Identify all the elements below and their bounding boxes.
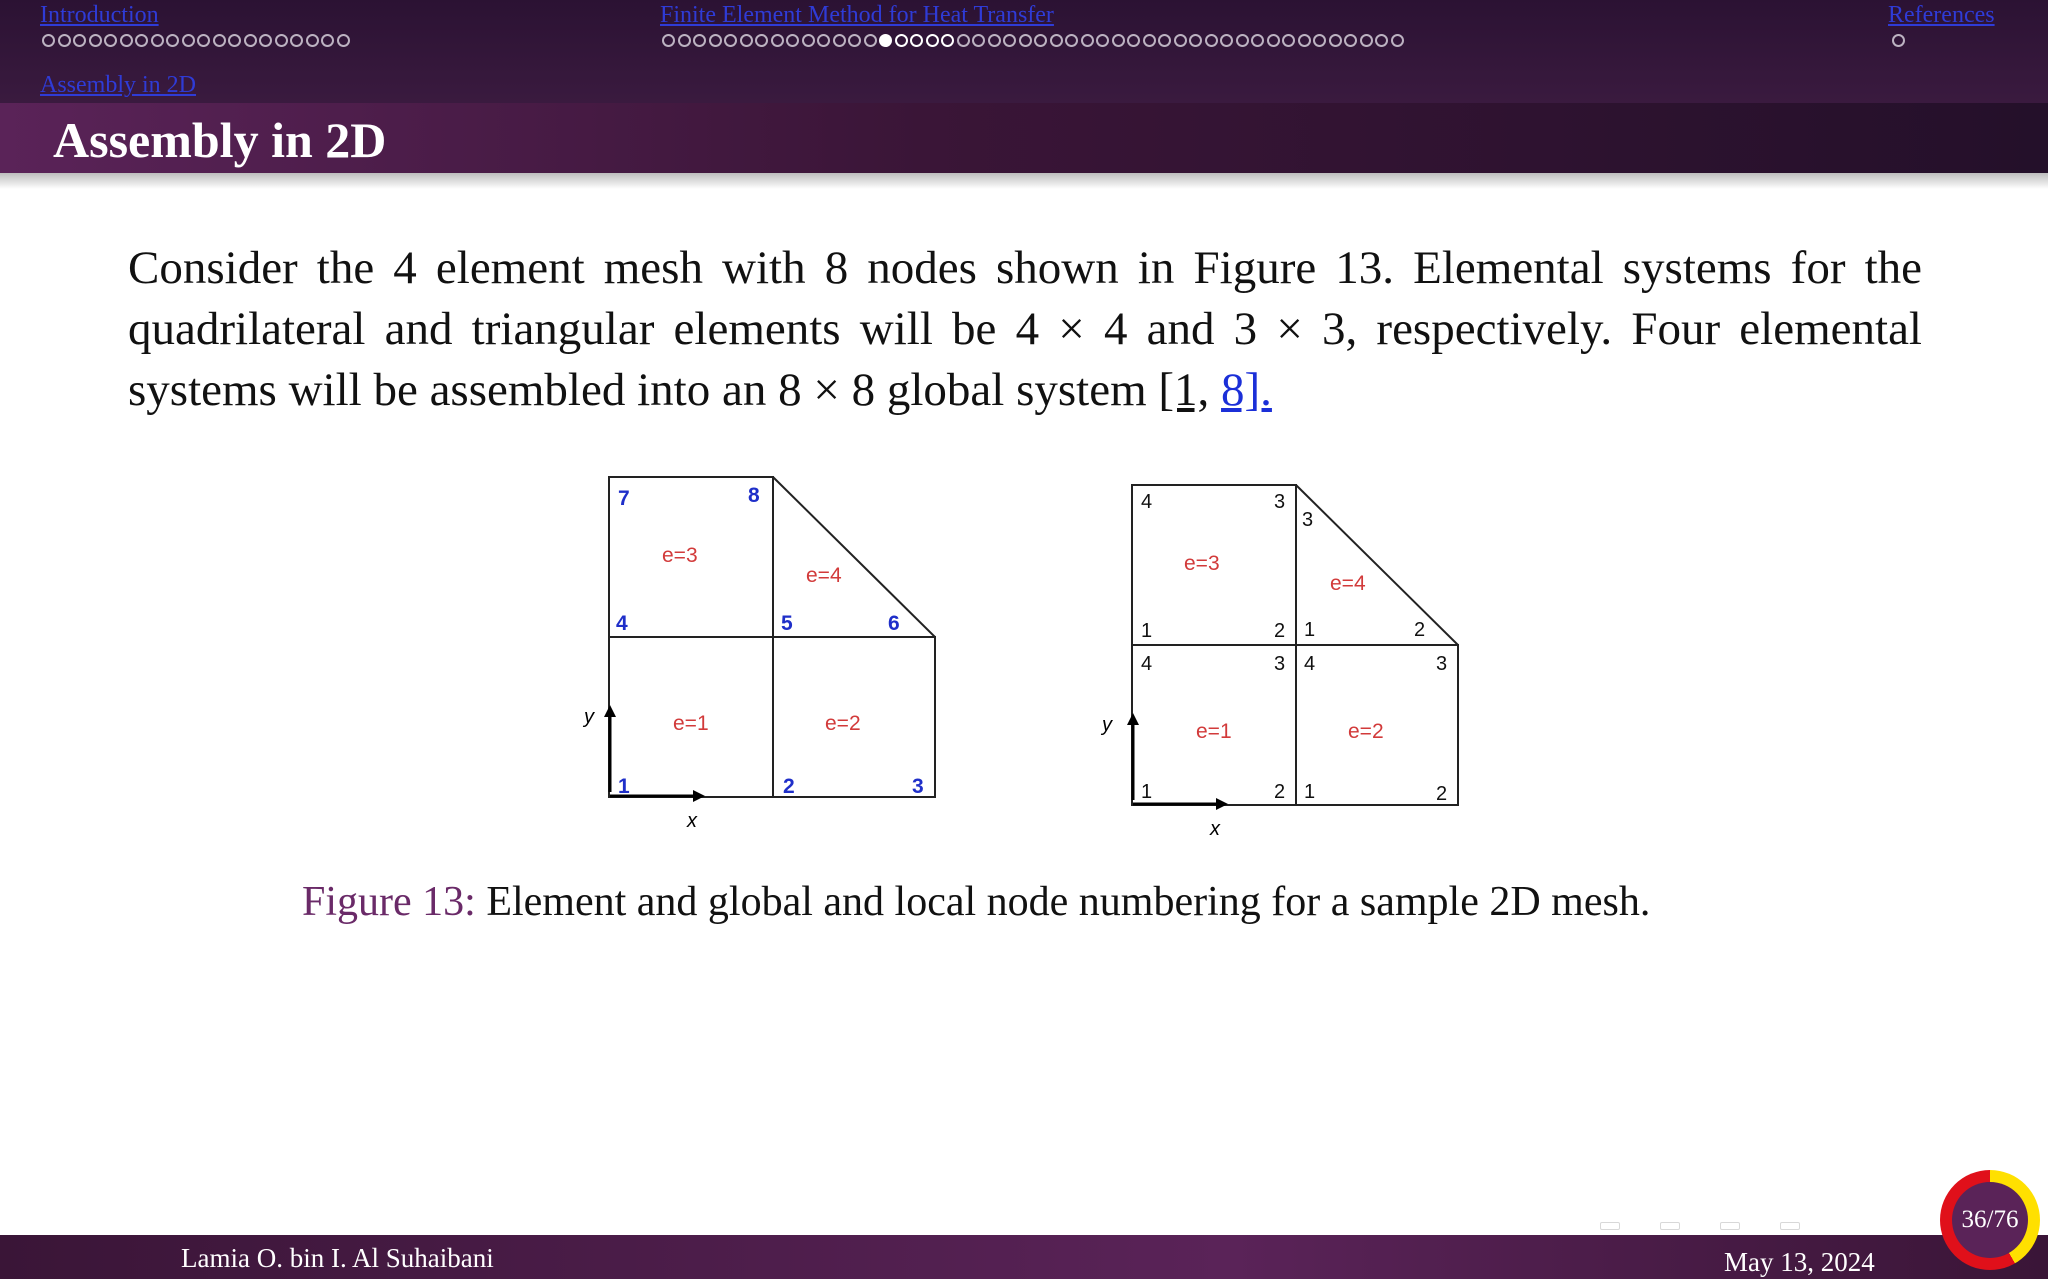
nav-subsection-assembly[interactable]: Assembly in 2D xyxy=(40,72,196,98)
nav-frame-dot[interactable] xyxy=(1158,34,1171,47)
nav-control-document[interactable] xyxy=(1780,1222,1800,1230)
local-node-e4-3: 3 xyxy=(1302,509,1314,531)
nav-frame-dot[interactable] xyxy=(275,34,288,47)
nav-frame-dot[interactable] xyxy=(228,34,241,47)
right-mesh xyxy=(1132,485,1458,805)
local-node-e1-4: 4 xyxy=(1141,653,1153,675)
right-element-label-e4: e=4 xyxy=(1330,572,1366,595)
local-node-e4-1: 1 xyxy=(1304,619,1316,641)
local-node-e2-3: 3 xyxy=(1436,653,1448,675)
nav-frame-dot[interactable] xyxy=(1236,34,1249,47)
left-element-label-e4: e=4 xyxy=(806,564,842,587)
nav-frame-dot[interactable] xyxy=(1174,34,1187,47)
left-element-label-e1: e=1 xyxy=(673,712,709,735)
nav-frame-dot[interactable] xyxy=(709,34,722,47)
nav-frame-dot[interactable] xyxy=(1391,34,1404,47)
right-axis-y-label: y xyxy=(1102,714,1112,736)
nav-frame-dot[interactable] xyxy=(1096,34,1109,47)
nav-frame-dot[interactable] xyxy=(786,34,799,47)
right-local-nodes xyxy=(1141,491,1447,805)
nav-frame-dot[interactable] xyxy=(1313,34,1326,47)
beamer-navigation-controls[interactable] xyxy=(1600,1222,1900,1236)
nav-frame-dot[interactable] xyxy=(1892,34,1905,47)
nav-frame-dot[interactable] xyxy=(1375,34,1388,47)
nav-control-subsection[interactable] xyxy=(1660,1222,1680,1230)
nav-frame-dot[interactable] xyxy=(1329,34,1342,47)
top-navigation xyxy=(0,0,2048,103)
nav-frame-dot[interactable] xyxy=(755,34,768,47)
citation-space xyxy=(1209,364,1221,416)
local-node-e3-3: 3 xyxy=(1274,491,1286,513)
local-node-e1-1: 1 xyxy=(1141,781,1153,803)
local-node-e3-4: 4 xyxy=(1141,491,1153,513)
nav-frame-dot[interactable] xyxy=(926,34,939,47)
nav-frame-dot[interactable] xyxy=(1050,34,1063,47)
slide-paragraph xyxy=(128,238,1922,421)
left-axis-y-label: y xyxy=(584,706,594,728)
nav-frame-dot[interactable] xyxy=(244,34,257,47)
nav-frame-dot[interactable] xyxy=(771,34,784,47)
nav-frame-dot[interactable] xyxy=(259,34,272,47)
nav-frame-dot[interactable] xyxy=(895,34,908,47)
local-node-e2-4: 4 xyxy=(1304,653,1316,675)
nav-frame-dot[interactable] xyxy=(58,34,71,47)
nav-frame-dot[interactable] xyxy=(1065,34,1078,47)
local-node-e1-3: 3 xyxy=(1274,653,1286,675)
nav-frame-dot[interactable] xyxy=(1205,34,1218,47)
nav-frame-dot[interactable] xyxy=(957,34,970,47)
global-node-3: 3 xyxy=(912,775,924,798)
right-element-label-e3: e=3 xyxy=(1184,552,1220,575)
nav-frame-dot[interactable] xyxy=(182,34,195,47)
citation-link-8[interactable]: 8]. xyxy=(1221,364,1272,416)
global-node-4: 4 xyxy=(616,612,628,635)
left-element-label-e2: e=2 xyxy=(825,712,861,735)
local-node-e1-2: 2 xyxy=(1274,781,1286,803)
nav-frame-dot[interactable] xyxy=(1267,34,1280,47)
paragraph-text: Consider the 4 element mesh with 8 nodes shown in Figure 13. Elemental systems for the quadrilateral and triangular elements will be 4 × 4 and 3 × 3, respectively. Four elemental systems will be assembled into an 8 × 8 global system xyxy=(128,242,1922,416)
nav-frame-dot[interactable] xyxy=(879,34,892,47)
nav-frame-dot[interactable] xyxy=(290,34,303,47)
slide-title: Assembly in 2D xyxy=(53,112,387,168)
nav-frame-dot[interactable] xyxy=(817,34,830,47)
nav-frame-dot[interactable] xyxy=(802,34,815,47)
title-bar xyxy=(0,103,2048,173)
nav-frame-dot[interactable] xyxy=(104,34,117,47)
nav-frame-dot[interactable] xyxy=(724,34,737,47)
nav-frame-dot[interactable] xyxy=(321,34,334,47)
figure-13 xyxy=(580,470,1480,855)
nav-frame-dot[interactable] xyxy=(1003,34,1016,47)
citation-link-1[interactable]: [1, xyxy=(1158,364,1210,416)
nav-frame-dot[interactable] xyxy=(89,34,102,47)
footer-bar xyxy=(0,1235,2048,1279)
nav-frame-dot[interactable] xyxy=(1344,34,1357,47)
right-axis-x-label: x xyxy=(1210,818,1220,840)
nav-frame-dot[interactable] xyxy=(1034,34,1047,47)
nav-frame-dot[interactable] xyxy=(1360,34,1373,47)
page-number: 36/76 xyxy=(1961,1206,2019,1233)
left-element-labels xyxy=(662,544,861,735)
nav-section-references[interactable]: References xyxy=(1888,2,1995,28)
nav-frame-dot[interactable] xyxy=(678,34,691,47)
nav-frame-dot[interactable] xyxy=(213,34,226,47)
nav-frame-dot[interactable] xyxy=(197,34,210,47)
nav-control-frame[interactable] xyxy=(1600,1222,1620,1230)
left-axis-x-label: x xyxy=(687,810,697,832)
nav-frame-dot[interactable] xyxy=(1298,34,1311,47)
nav-frame-dot[interactable] xyxy=(1143,34,1156,47)
nav-dots-fem-heat-transfer xyxy=(662,34,1406,50)
mesh-diagram xyxy=(580,470,1480,850)
right-element-label-e2: e=2 xyxy=(1348,720,1384,743)
global-node-5: 5 xyxy=(781,612,793,635)
nav-frame-dot[interactable] xyxy=(166,34,179,47)
page-number-badge-inner xyxy=(1952,1182,2028,1258)
nav-frame-dot[interactable] xyxy=(306,34,319,47)
nav-section-fem-heat-transfer[interactable]: Finite Element Method for Heat Transfer xyxy=(660,2,1054,28)
nav-section-introduction[interactable]: Introduction xyxy=(40,2,159,28)
nav-frame-dot[interactable] xyxy=(988,34,1001,47)
nav-frame-dot[interactable] xyxy=(151,34,164,47)
global-node-7: 7 xyxy=(618,487,630,510)
footer-author: Lamia O. bin I. Al Suhaibani xyxy=(181,1243,494,1273)
global-node-8: 8 xyxy=(748,484,760,507)
page-number-badge xyxy=(1940,1170,2040,1270)
nav-frame-dot[interactable] xyxy=(1019,34,1032,47)
nav-frame-dot[interactable] xyxy=(1220,34,1233,47)
local-node-e4-2: 2 xyxy=(1414,619,1426,641)
left-global-nodes xyxy=(616,484,924,798)
left-mesh xyxy=(609,477,935,797)
nav-frame-dot[interactable] xyxy=(120,34,133,47)
nav-frame-dot[interactable] xyxy=(1081,34,1094,47)
global-node-6: 6 xyxy=(888,612,900,635)
local-node-e3-2: 2 xyxy=(1274,620,1286,642)
footer-date: May 13, 2024 xyxy=(1724,1247,1875,1277)
right-element-label-e1: e=1 xyxy=(1196,720,1232,743)
nav-frame-dot[interactable] xyxy=(1282,34,1295,47)
nav-frame-dot[interactable] xyxy=(1251,34,1264,47)
nav-frame-dot[interactable] xyxy=(740,34,753,47)
nav-dots-references xyxy=(1892,34,1908,50)
caption-label: Figure 13: xyxy=(302,879,476,925)
nav-dots-introduction xyxy=(42,34,352,50)
nav-frame-dot[interactable] xyxy=(42,34,55,47)
nav-frame-dot[interactable] xyxy=(833,34,846,47)
local-node-e2-2: 2 xyxy=(1436,783,1448,805)
nav-frame-dot[interactable] xyxy=(972,34,985,47)
right-element-labels xyxy=(1184,552,1384,743)
global-node-2: 2 xyxy=(783,775,795,798)
left-element-label-e3: e=3 xyxy=(662,544,698,567)
nav-frame-dot[interactable] xyxy=(1127,34,1140,47)
nav-frame-dot[interactable] xyxy=(1189,34,1202,47)
global-node-1: 1 xyxy=(618,775,630,798)
nav-frame-dot[interactable] xyxy=(1112,34,1125,47)
nav-frame-dot[interactable] xyxy=(693,34,706,47)
left-element-4-diagonal xyxy=(773,477,935,637)
nav-control-section[interactable] xyxy=(1720,1222,1740,1230)
nav-frame-dot[interactable] xyxy=(910,34,923,47)
nav-frame-dot[interactable] xyxy=(73,34,86,47)
nav-frame-dot[interactable] xyxy=(848,34,861,47)
nav-frame-dot[interactable] xyxy=(662,34,675,47)
nav-frame-dot[interactable] xyxy=(941,34,954,47)
nav-frame-dot[interactable] xyxy=(135,34,148,47)
right-element-4-diagonal xyxy=(1296,485,1458,645)
figure-caption xyxy=(302,875,1702,929)
local-node-e3-1: 1 xyxy=(1141,620,1153,642)
local-node-e2-1: 1 xyxy=(1304,781,1316,803)
caption-text: Element and global and local node numbering for a sample 2D mesh. xyxy=(475,879,1651,925)
nav-frame-dot[interactable] xyxy=(864,34,877,47)
nav-frame-dot[interactable] xyxy=(337,34,350,47)
title-shadow xyxy=(0,173,2048,189)
